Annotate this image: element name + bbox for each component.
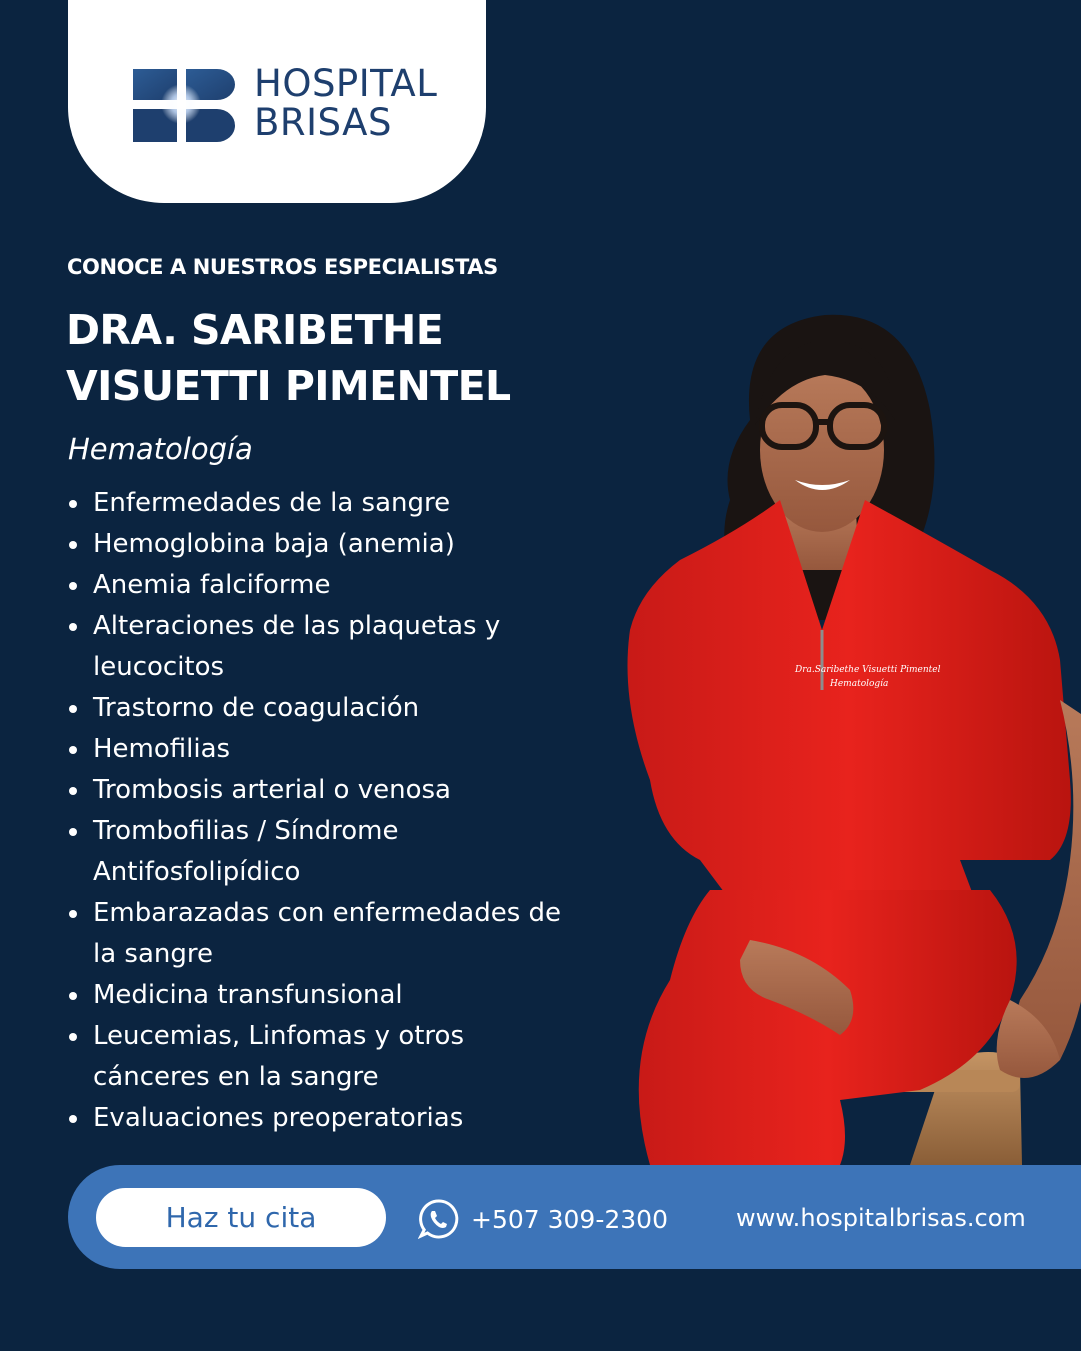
list-item: Trombosis arterial o venosa <box>67 770 577 811</box>
list-item: Anemia falciforme <box>67 565 577 606</box>
doctor-name-line-2: VISUETTI PIMENTEL <box>66 362 511 410</box>
list-item: Alteraciones de las plaquetas y leucocitos <box>67 606 577 688</box>
section-eyebrow: CONOCE A NUESTROS ESPECIALISTAS <box>67 255 498 279</box>
list-item: Evaluaciones preoperatorias <box>67 1098 577 1139</box>
logo-wordmark <box>254 64 437 142</box>
list-item: Trombofilias / Síndrome Antifosfolipídico <box>67 811 577 893</box>
scrub-embroidery-line-1: Dra.Saribethe Visuetti Pimentel <box>795 665 941 675</box>
list-item: Hemoglobina baja (anemia) <box>67 524 577 565</box>
doctor-name-line-1: DRA. SARIBETHE <box>66 306 444 354</box>
whatsapp-icon <box>418 1198 460 1240</box>
services-list <box>67 483 577 1139</box>
doctor-photo <box>590 300 1081 1165</box>
phone-contact[interactable] <box>418 1198 668 1240</box>
logo-line-1: HOSPITAL <box>254 62 438 105</box>
doctor-name <box>66 302 511 414</box>
scrub-embroidery-line-2: Hematología <box>830 679 889 689</box>
logo-line-2: BRISAS <box>254 101 392 144</box>
phone-number[interactable]: +507 309-2300 <box>471 1204 668 1234</box>
list-item: Leucemias, Linfomas y otros cánceres en la sangre <box>67 1016 577 1098</box>
book-appointment-button[interactable]: Haz tu cita <box>96 1188 386 1247</box>
specialty: Hematología <box>68 432 253 466</box>
logo-card <box>68 0 486 203</box>
website-link[interactable]: www.hospitalbrisas.com <box>736 1204 1026 1232</box>
list-item: Hemofilias <box>67 729 577 770</box>
list-item: Enfermedades de la sangre <box>67 483 577 524</box>
list-item: Trastorno de coagulación <box>67 688 577 729</box>
list-item: Medicina transfunsional <box>67 975 577 1016</box>
hospital-brisas-logo-icon <box>133 69 235 142</box>
contact-bar <box>68 1165 1081 1269</box>
list-item: Embarazadas con enfermedades de la sangre <box>67 893 577 975</box>
